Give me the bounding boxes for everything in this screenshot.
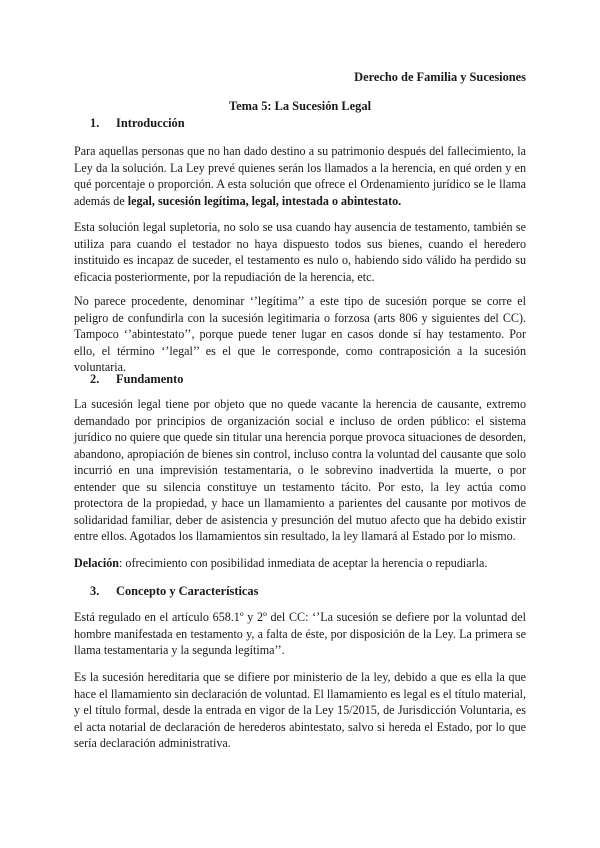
section-heading-fundamento [90,372,183,387]
section-heading-concepto [90,584,258,599]
paragraph-bold-text: legal, sucesión legítima, legal, intestada o abintestato. [127,193,402,208]
paragraph-delacion [74,555,526,572]
paragraph-concepto-1: Está regulado en el artículo 658.1º y 2º del CC: ‘’La sucesión se defiere por la voluntad del hombre manifestada en testamento y, a falta de éste, por disposición de la Ley. La primera se llama testamentaria y la segunda legítima’’. [74,610,526,657]
term-delacion: Delación [74,556,120,570]
paragraph-intro-1 [74,143,526,209]
section-number: 2. [90,372,100,386]
paragraph-concepto-2: Es la sucesión hereditaria que se difiere por ministerio de la ley, debido a que es ella la que hace el llamamiento sin declaración de voluntad. El llamamiento es legal es el título material, y el título formal, desde la entrada en vigor de la Ley 15/2015, de Jurisdicción Voluntaria, es el acta notarial de declaración de herederos abintestato, salvo si hereda el Estado, por lo que sería declaración administrativa. [74,670,527,750]
definition-text: : ofrecimiento con posibilidad inmediata de aceptar la herencia o repudiarla. [119,556,488,570]
section-title: Fundamento [116,372,184,386]
paragraph-intro-2: Esta solución legal supletoria, no solo se usa cuando hay ausencia de testamento, también se utiliza para cuando el testador no haya dispuesto todos sus bienes, cuando el heredero instituido es incapaz de suceder, el testamento es nulo o, habiendo sido válido ha perdido su eficacia posteriormente, por la repudiación de la herencia, etc. [74,220,526,284]
section-number: 3. [90,584,100,598]
paragraph-fundamento: La sucesión legal tiene por objeto que no quede vacante la herencia de causante, extremo demandado por principios de organización social e incluso de orden público: el sistema jurídico no quiere que quede sin titular una herencia porque provoca situaciones de desorden, abandono, apropiación de bienes sin control, incluso contra la voluntad del causante que solo incurrió en una imprevisión testamentaria, o le sobrevino inadvertida la muerte, o por entender que su silencia constituye un testamento tácito. Por esto, la ley actúa como protectora de la propiedad, y hace un llamamiento a parientes del causante por motivos de solidaridad familiar, deber de asistencia y presunción del mutuo afecto que ha debido existir entre ellos. Agotados los llamamientos sin resultado, la ley llamará al Estado por lo mismo. [74,397,526,543]
paragraph-text: Para aquellas personas que no han dado destino a su patrimonio después del fallecimiento, la Ley da la solución. La Ley prevé quienes serán los llamados a la herencia, en qué orden y en qué porcentaje o proporción. A esta solución que ofrece el Ordenamiento jurídico se le llama además de [74,144,526,208]
section-title: Concepto y Características [116,584,259,598]
document-title: Tema 5: La Sucesión Legal [228,99,372,113]
section-number: 1. [90,116,100,130]
section-title: Introducción [116,116,185,130]
section-heading-introduccion [90,116,185,131]
document-header: Derecho de Familia y Sucesiones [354,70,526,84]
paragraph-intro-3: No parece procedente, denominar ‘’legítima’’ a este tipo de sucesión porque se corre el peligro de confundirla con la sucesión legitimaria o forzosa (arts 806 y siguientes del CC). Tampoco ‘’abintestato’’, porque puede tener lugar en casos donde sí hay testamento. Por ello, el término ‘’legal’’ es el que le corresponde, como contraposición a la sucesión voluntaria. [74,294,526,374]
